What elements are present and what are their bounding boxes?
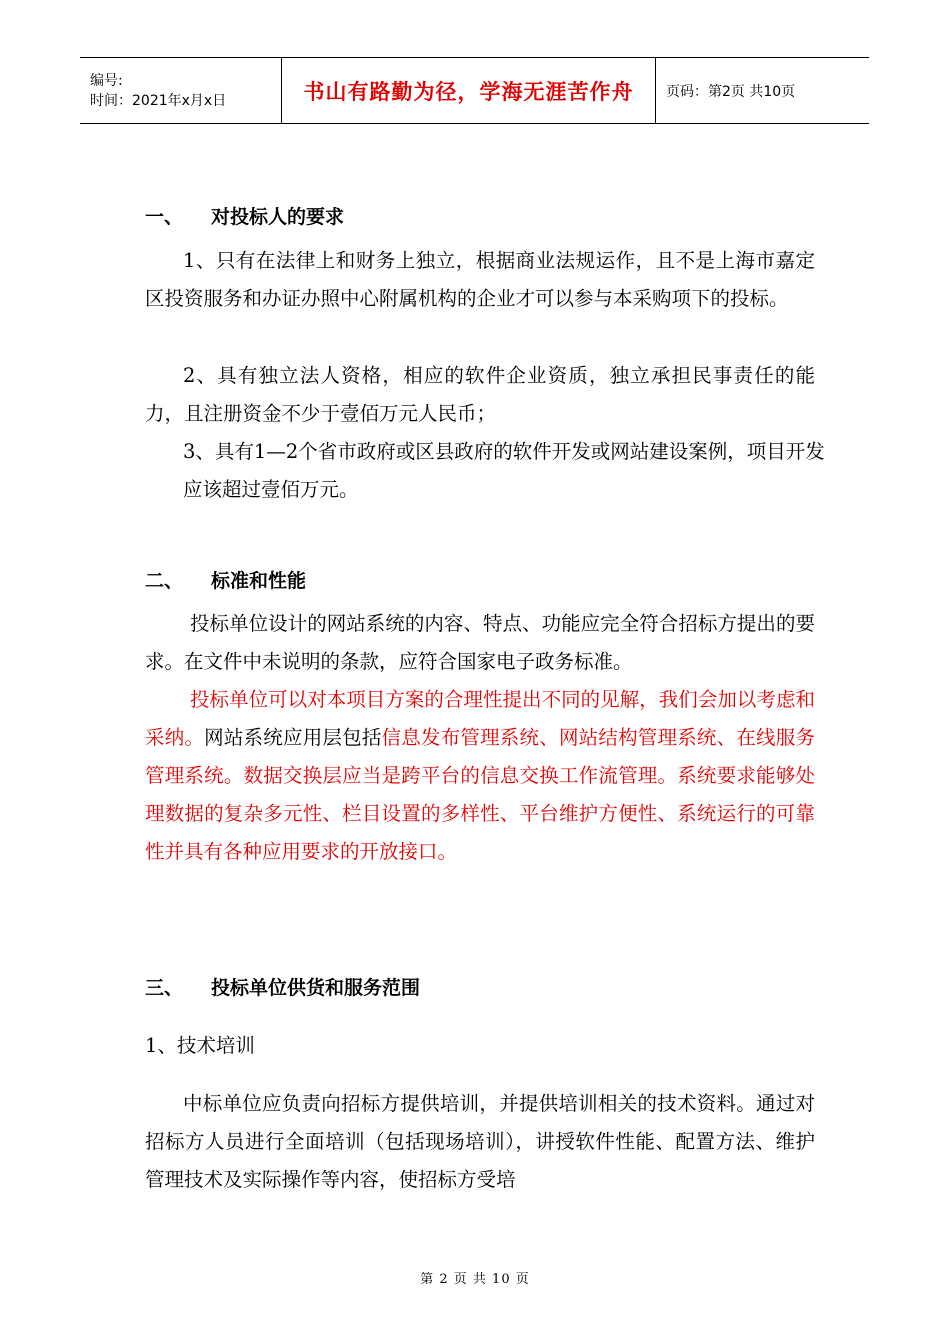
page-header: [80, 57, 869, 124]
header-page-number: 页码：第2页 共10页: [666, 83, 796, 100]
requirement-3: 3、具有1—2个省市政府或区县政府的软件开发或网站建设案例，项目开发应该超过壹佰万元。: [183, 440, 825, 501]
performance-paragraph: [145, 681, 815, 871]
section-1-heading: [145, 202, 344, 229]
document-time-label: 时间：2021年x月x日: [90, 92, 227, 109]
section-2-heading: [145, 566, 306, 593]
training-paragraph: 中标单位应负责向招标方提供培训，并提供培训相关的技术资料。通过对招标方人员进行全面培训（包括现场培训），讲授软件性能、配置方法、维护管理技术及实际操作等内容，使招标方受培: [145, 1092, 815, 1191]
requirement-2: 2、具有独立法人资格，相应的软件企业资质，独立承担民事责任的能力，且注册资金不少于壹佰万元人民币；: [145, 364, 815, 425]
header-meta: [80, 58, 281, 123]
subsection-training-title: 1、技术培训: [145, 1034, 255, 1057]
section-2-title: 标准和性能: [211, 570, 307, 592]
section-1-number: 一、: [145, 206, 184, 228]
header-motto: 书山有路勤为径，学海无涯苦作舟: [281, 58, 656, 123]
section-3-heading: [145, 973, 420, 1000]
performance-red-details: 信息发布管理系统、网站结构管理系统、在线服务管理系统。数据交换层应当是跨平台的信息交换工作流管理。系统要求能够处理数据的复杂多元性、栏目设置的多样性、平台维护方便性、系统运行的可靠性并具有各种应用要求的开放接口。: [145, 726, 815, 863]
section-1-title: 对投标人的要求: [211, 206, 345, 228]
document-number-label: 编号:: [90, 72, 123, 89]
section-3-title: 投标单位供货和服务范围: [211, 977, 421, 999]
requirement-1: 1、只有在法律上和财务上独立，根据商业法规运作，且不是上海市嘉定区投资服务和办证办照中心附属机构的企业才可以参与本采购项下的投标。: [145, 249, 815, 310]
section-2-number: 二、: [145, 570, 184, 592]
performance-black-text: 网站系统应用层包括: [204, 726, 382, 749]
performance-red-intro: 投标单位可以对本项目方案的合理性提出不同的见解，我们会加以考虑和采纳。: [145, 688, 815, 749]
section-3-number: 三、: [145, 977, 184, 999]
page-footer: 第 2 页 共 10 页: [420, 1272, 530, 1287]
standards-paragraph: 投标单位设计的网站系统的内容、特点、功能应完全符合招标方提出的要求。在文件中未说明的条款，应符合国家电子政务标准。: [145, 612, 815, 673]
